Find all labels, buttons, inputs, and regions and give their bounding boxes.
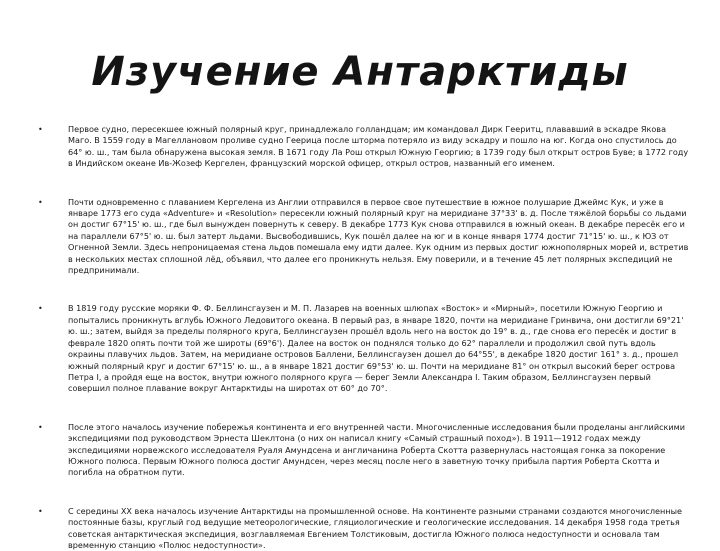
paragraph-cook-voyages: Почти одновременно с плаванием Кергелена из Англии отправился в первое свое путешествие в южное полушарие Джеймс Кук, и уже в январе 1773 его суда «Adventure» и «Resolution» пересекли южный полярный круг на меридиане 37°33' в. д. После тяжёлой борьбы со льдами он достиг 67°15' ю. ш., где был вынужден повернуть к северу. В декабре 1773 Кук снова отправился в южный океан. В декабре пересёк его и на параллели 67°5' ю. ш. был затерт льдами. Высвободившись, Кук пошёл далее на юг и в конце января 1774 достиг 71°15' ю. ш., к ЮЗ от Огненной Земли. Здесь непроницаемая стена льдов помешала ему идти далее. Кук одним из первых достиг южнополярных морей и, встретив в нескольких местах сплошной лёд, объявил, что далее его проникнуть нельзя. Ему поверили, и в течение 45 лет полярных экспедиций не предпринимали. bbox=[68, 196, 689, 276]
bullet-item-5 bbox=[38, 506, 690, 551]
paragraph-south-pole-race: После этого началось изучение побережья континента и его внутренней части. Многочисленные исследования были проделаны английскими экспедициями под руководством Эрнеста Шеклтона (о них он написал книгу «Самый страшный поход»). В 1911—1912 годах между экспедициями норвежского исследователя Руаля Амундсена и англичанина Роберта Скотта развернулась настоящая гонка за покорение Южного полюса. Первым Южного полюса достиг Амундсен, через месяц после него в заветную точку прибыла партия Роберта Скотта и погибла на обратном пути. bbox=[68, 421, 686, 478]
bullet-dot-icon: • bbox=[38, 197, 43, 207]
bullet-dot-icon: • bbox=[38, 125, 43, 134]
paragraph-early-discoveries: Первое судно, пересекшее южный полярный круг, принадлежало голландцам; им командовал Дирк Гееритц, плававший в эскадре Якова Маго. В 1559 году в Магеллановом проливе судно Геерица после шторма потеряло из виду эскадру и пошло на юг. Когда оно спустилось до 64° ю. ш., там была обнаружена высокая земля. В 1671 году Ла Рош открыл Южную Георгию; в 1739 году был открыт остров Буве; в 1772 году в Индийском океане Ив-Жозеф Кергелен, французский морской офицер, открыл остров, названный его именем. bbox=[68, 124, 689, 169]
paragraph-bellingshausen-lazarev: В 1819 году русские моряки Ф. Ф. Беллинсгаузен и М. П. Лазарев на военных шлюпах «Восток» и «Мирный», посетили Южную Георгию и попытались проникнуть вглубь Южного Ледовитого океана. В первый раз, в январе 1820, почти на меридиане Гринвича, они достигли 69°21' ю. ш.; затем, выйдя за пределы полярного круга, Беллинсгаузен прошёл вдоль него на восток до 19° в. д., где снова его пересёк и достиг в феврале 1820 опять почти той же широты (69°6'). Далее на восток он поднялся только до 62° параллели и продолжил свой путь вдоль окраины плавучих льдов. Затем, на меридиане островов Баллени, Беллинсгаузен дошел до 64°55', в декабре 1820 достиг 161° з. д., прошел южный полярный круг и достиг 67°15' ю. ш., а в январе 1821 достиг 69°53' ю. ш. Почти на меридиане 81° он открыл высокий берег острова Петра I, а пройдя еще на восток, внутри южного полярного круга — берег Земли Александра I. Таким образом, Беллинсгаузен первый совершил полное плавание вокруг Антарктиды на широтах от 60° до 70°. bbox=[68, 303, 684, 394]
bullet-item-1 bbox=[38, 124, 690, 170]
bullet-dot-icon: • bbox=[38, 422, 43, 432]
bullet-dot-icon: • bbox=[38, 506, 43, 516]
bullet-dot-icon: • bbox=[38, 304, 43, 314]
paragraph-industrial-research: С середины XX века началось изучение Антарктиды на промышленной основе. На континенте разными странами создаются многочисленные постоянные базы, круглый год ведущие метеорологические, гляциологические и геологические исследования. 14 декабря 1958 года третья советская антарктическая экспедиция, возглавляемая Евгением Толстиковым, достигла Южного полюса недоступности и основала там временную станцию «Полюс недоступности». bbox=[68, 505, 682, 550]
bullet-item-2 bbox=[38, 197, 690, 277]
bullet-item-3 bbox=[38, 303, 690, 394]
bullet-item-4 bbox=[38, 422, 690, 479]
bullet-list bbox=[38, 124, 690, 551]
slide-title: Изучение Антарктиды bbox=[91, 49, 629, 95]
